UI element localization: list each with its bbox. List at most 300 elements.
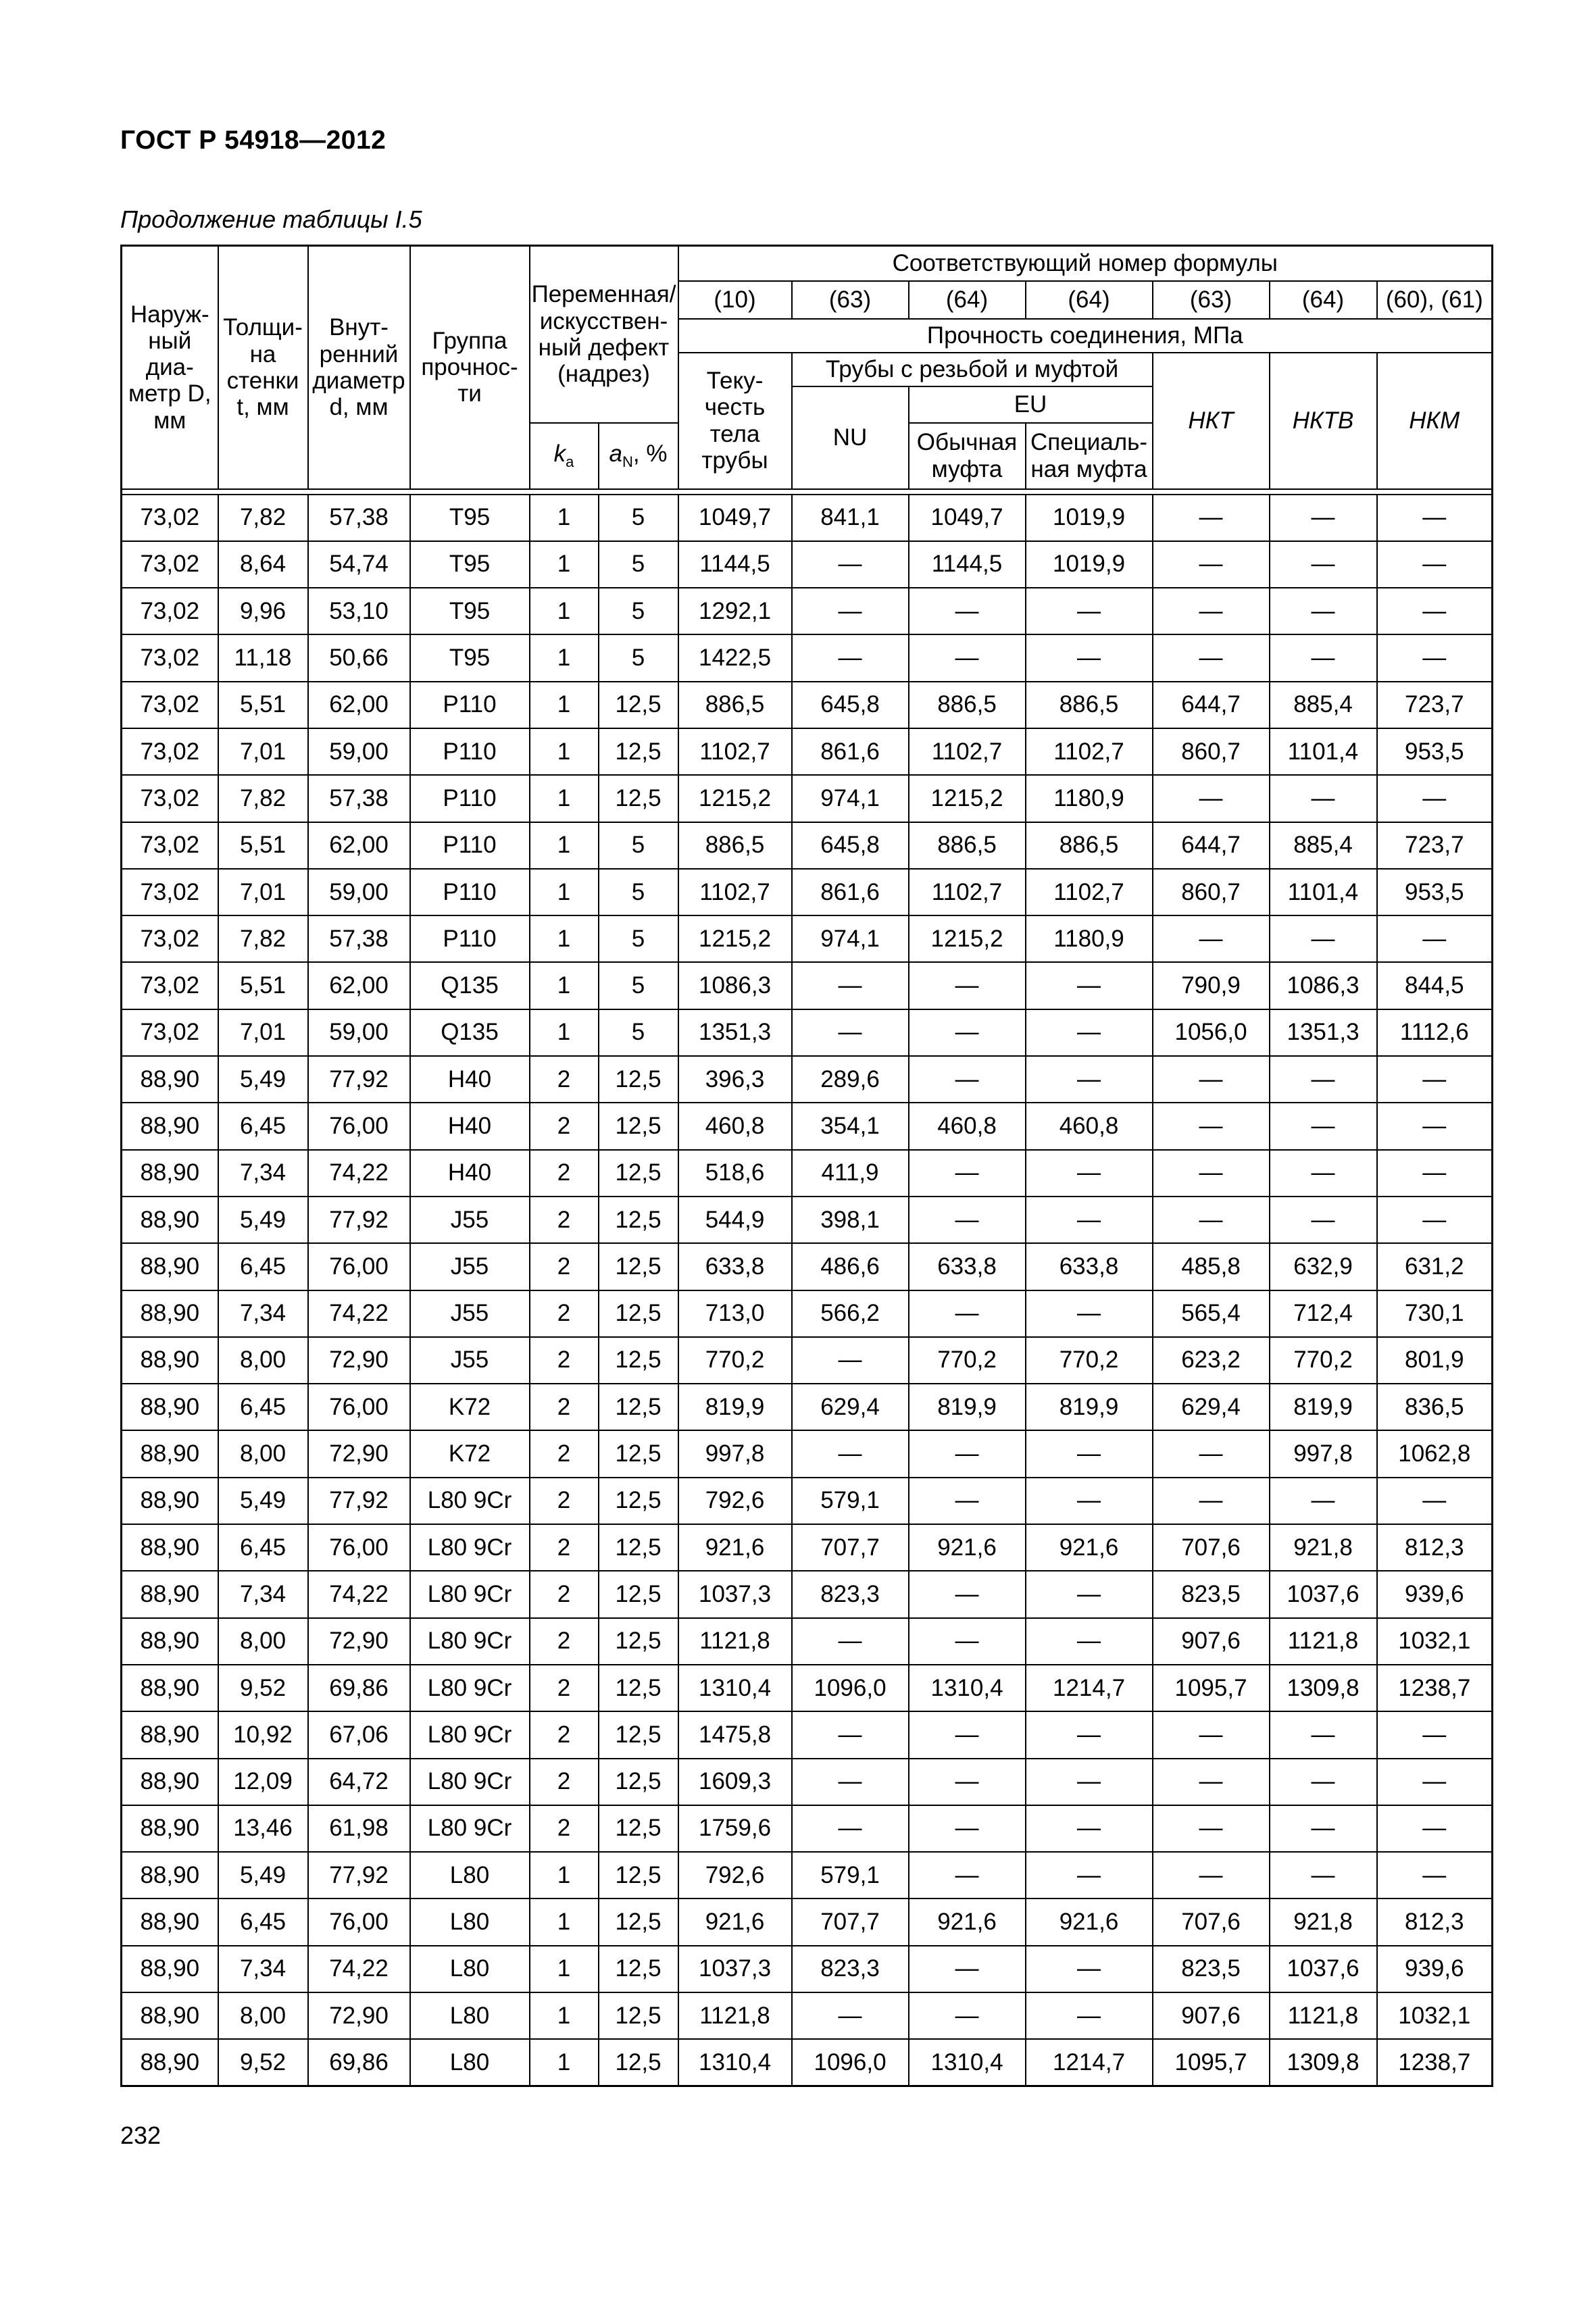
- table-cell: —: [1377, 775, 1493, 822]
- header-formula-64b: (64): [1026, 281, 1153, 319]
- table-cell: P110: [410, 915, 530, 962]
- table-row: [122, 1852, 1493, 1898]
- table-cell: 1112,6: [1377, 1009, 1493, 1056]
- table-cell: 12,5: [599, 1197, 678, 1243]
- table-cell: 1: [530, 2039, 599, 2086]
- table-cell: 1095,7: [1153, 1665, 1270, 1711]
- table-cell: 974,1: [792, 915, 909, 962]
- table-cell: —: [1153, 1056, 1270, 1103]
- table-cell: 1180,9: [1026, 775, 1153, 822]
- table-cell: 823,5: [1153, 1946, 1270, 1992]
- table-cell: L80: [410, 1852, 530, 1898]
- header-special-coupling: Специаль-ная муфта: [1026, 423, 1153, 489]
- table-cell: 88,90: [122, 1759, 218, 1805]
- table-cell: —: [1026, 1805, 1153, 1852]
- table-cell: 1: [530, 822, 599, 869]
- table-cell: 50,66: [308, 634, 410, 681]
- table-caption: Продолжение таблицы I.5: [120, 205, 422, 233]
- table-cell: 8,00: [218, 1337, 308, 1384]
- header-threaded-coupled: Трубы с резьбой и муфтой: [792, 353, 1153, 386]
- table-cell: —: [792, 1009, 909, 1056]
- table-cell: 5: [599, 869, 678, 915]
- table-cell: 77,92: [308, 1197, 410, 1243]
- table-row: [122, 1384, 1493, 1430]
- table-cell: 12,5: [599, 1103, 678, 1149]
- header-wall-thickness: Толщи-на стенки t, мм: [218, 246, 308, 489]
- table-row: [122, 1430, 1493, 1477]
- table-cell: —: [1153, 1103, 1270, 1149]
- table-cell: 74,22: [308, 1290, 410, 1337]
- table-cell: —: [792, 1992, 909, 2039]
- table-cell: 886,5: [1026, 682, 1153, 728]
- table-row: [122, 1150, 1493, 1197]
- table-cell: P110: [410, 822, 530, 869]
- table-cell: 12,5: [599, 682, 678, 728]
- table-cell: 707,6: [1153, 1524, 1270, 1571]
- table-cell: 939,6: [1377, 1946, 1493, 1992]
- table-cell: L80 9Cr: [410, 1711, 530, 1758]
- table-cell: —: [1270, 775, 1377, 822]
- header-formula-64c: (64): [1270, 281, 1377, 319]
- table-cell: —: [1270, 1805, 1377, 1852]
- table-cell: 1086,3: [678, 962, 792, 1009]
- table-cell: 1215,2: [909, 775, 1026, 822]
- table-cell: 921,8: [1270, 1898, 1377, 1945]
- table-cell: —: [909, 1618, 1026, 1665]
- table-cell: —: [1026, 1992, 1153, 2039]
- table-cell: —: [1377, 1711, 1493, 1758]
- table-cell: —: [1026, 1290, 1153, 1337]
- table-cell: 74,22: [308, 1946, 410, 1992]
- table-cell: 7,82: [218, 495, 308, 541]
- table-row: [122, 1898, 1493, 1945]
- header-defect: Переменная/ искусствен-ный дефект (надрез): [530, 246, 678, 423]
- table-cell: —: [1270, 588, 1377, 634]
- table-cell: 1214,7: [1026, 2039, 1153, 2086]
- table-cell: 5: [599, 634, 678, 681]
- table-cell: —: [1153, 1759, 1270, 1805]
- table-cell: 5,51: [218, 962, 308, 1009]
- table-row: [122, 869, 1493, 915]
- header-nkm: НКМ: [1377, 353, 1493, 489]
- table-cell: 644,7: [1153, 682, 1270, 728]
- table-cell: —: [909, 1430, 1026, 1477]
- table-cell: 62,00: [308, 962, 410, 1009]
- table-cell: 53,10: [308, 588, 410, 634]
- table-cell: 645,8: [792, 682, 909, 728]
- table-cell: 953,5: [1377, 728, 1493, 775]
- table-cell: 886,5: [909, 822, 1026, 869]
- table-cell: —: [909, 1805, 1026, 1852]
- table-cell: 1309,8: [1270, 1665, 1377, 1711]
- table-cell: 723,7: [1377, 682, 1493, 728]
- table-cell: —: [1377, 1197, 1493, 1243]
- table-row: [122, 588, 1493, 634]
- table-cell: —: [1026, 1571, 1153, 1617]
- table-cell: 2: [530, 1759, 599, 1805]
- table-cell: 1032,1: [1377, 1618, 1493, 1665]
- table-cell: 770,2: [678, 1337, 792, 1384]
- table-cell: K72: [410, 1384, 530, 1430]
- table-cell: 88,90: [122, 1430, 218, 1477]
- table-cell: 886,5: [678, 822, 792, 869]
- table-cell: 76,00: [308, 1898, 410, 1945]
- table-cell: 713,0: [678, 1290, 792, 1337]
- table-cell: 1609,3: [678, 1759, 792, 1805]
- table-row: [122, 1197, 1493, 1243]
- header-joint-strength: Прочность соединения, МПа: [678, 319, 1493, 353]
- table-cell: 77,92: [308, 1852, 410, 1898]
- header-nktv: НКТВ: [1270, 353, 1377, 489]
- table-row: [122, 822, 1493, 869]
- table-cell: 1: [530, 1992, 599, 2039]
- table-cell: 460,8: [909, 1103, 1026, 1149]
- table-cell: 886,5: [1026, 822, 1153, 869]
- table-cell: 88,90: [122, 1103, 218, 1149]
- table-cell: K72: [410, 1430, 530, 1477]
- table-row: [122, 1759, 1493, 1805]
- table-cell: 354,1: [792, 1103, 909, 1149]
- table-cell: 8,00: [218, 1618, 308, 1665]
- table-cell: 1037,6: [1270, 1571, 1377, 1617]
- table-cell: 12,5: [599, 1946, 678, 1992]
- table-cell: 9,52: [218, 1665, 308, 1711]
- table-cell: —: [1026, 1618, 1153, 1665]
- table-cell: —: [1377, 495, 1493, 541]
- table-cell: 59,00: [308, 1009, 410, 1056]
- table-cell: 921,6: [678, 1524, 792, 1571]
- table-cell: J55: [410, 1243, 530, 1290]
- table-cell: J55: [410, 1290, 530, 1337]
- table-cell: 1144,5: [909, 541, 1026, 588]
- table-cell: 770,2: [909, 1337, 1026, 1384]
- header-nkt: НКТ: [1153, 353, 1270, 489]
- table-cell: —: [1026, 1009, 1153, 1056]
- table-cell: 819,9: [1026, 1384, 1153, 1430]
- table-cell: 12,5: [599, 1384, 678, 1430]
- table-cell: 88,90: [122, 1571, 218, 1617]
- table-row: [122, 1524, 1493, 1571]
- table-cell: 5,49: [218, 1478, 308, 1524]
- table-row: [122, 1056, 1493, 1103]
- table-cell: 8,00: [218, 1992, 308, 2039]
- table-cell: 1121,8: [678, 1992, 792, 2039]
- table-cell: 1238,7: [1377, 1665, 1493, 1711]
- table-cell: 841,1: [792, 495, 909, 541]
- table-cell: 5,51: [218, 682, 308, 728]
- table-row: [122, 1946, 1493, 1992]
- table-cell: 59,00: [308, 869, 410, 915]
- table-cell: 5: [599, 541, 678, 588]
- table-cell: 69,86: [308, 2039, 410, 2086]
- table-cell: 1032,1: [1377, 1992, 1493, 2039]
- table-cell: 723,7: [1377, 822, 1493, 869]
- table-cell: —: [1153, 1805, 1270, 1852]
- table-cell: 5,49: [218, 1056, 308, 1103]
- table-cell: 12,5: [599, 1665, 678, 1711]
- header-formula-number: Соответствующий номер формулы: [678, 246, 1493, 281]
- table-cell: 5: [599, 915, 678, 962]
- table-cell: 1238,7: [1377, 2039, 1493, 2086]
- table-cell: 1759,6: [678, 1805, 792, 1852]
- table-cell: —: [1377, 1805, 1493, 1852]
- table-cell: 1310,4: [909, 2039, 1026, 2086]
- table-cell: 1144,5: [678, 541, 792, 588]
- table-cell: 289,6: [792, 1056, 909, 1103]
- table-cell: —: [909, 1056, 1026, 1103]
- table-cell: T95: [410, 634, 530, 681]
- table-cell: 1214,7: [1026, 1665, 1153, 1711]
- document-title: ГОСТ Р 54918—2012: [120, 126, 386, 155]
- table-cell: 885,4: [1270, 682, 1377, 728]
- header-formula-60-61: (60), (61): [1377, 281, 1493, 319]
- page-number: 232: [120, 2121, 161, 2149]
- table-cell: 2: [530, 1384, 599, 1430]
- table-cell: 921,6: [1026, 1898, 1153, 1945]
- table-row: [122, 1992, 1493, 2039]
- header-eu: EU: [909, 386, 1153, 423]
- table-cell: 67,06: [308, 1711, 410, 1758]
- table-cell: 1215,2: [678, 915, 792, 962]
- table-cell: —: [1270, 1759, 1377, 1805]
- table-cell: 12,5: [599, 1056, 678, 1103]
- table-cell: 76,00: [308, 1524, 410, 1571]
- table-cell: —: [792, 634, 909, 681]
- table-cell: L80: [410, 1898, 530, 1945]
- table-cell: 823,5: [1153, 1571, 1270, 1617]
- table-cell: 12,5: [599, 1852, 678, 1898]
- table-cell: 2: [530, 1711, 599, 1758]
- table-row: [122, 1243, 1493, 1290]
- table-cell: 792,6: [678, 1478, 792, 1524]
- table-row: [122, 682, 1493, 728]
- table-cell: 1: [530, 1946, 599, 1992]
- table-cell: 1215,2: [678, 775, 792, 822]
- table-cell: 2: [530, 1243, 599, 1290]
- table-cell: 861,6: [792, 869, 909, 915]
- table-cell: 1: [530, 588, 599, 634]
- header-formula-10: (10): [678, 281, 792, 319]
- table-cell: 518,6: [678, 1150, 792, 1197]
- table-cell: 88,90: [122, 1946, 218, 1992]
- table-cell: 57,38: [308, 495, 410, 541]
- table-cell: 1102,7: [678, 869, 792, 915]
- table-cell: T95: [410, 588, 530, 634]
- table-cell: 836,5: [1377, 1384, 1493, 1430]
- table-cell: 812,3: [1377, 1524, 1493, 1571]
- table-cell: —: [1026, 588, 1153, 634]
- table-cell: 2: [530, 1056, 599, 1103]
- table-cell: 73,02: [122, 728, 218, 775]
- table-cell: 5: [599, 822, 678, 869]
- table-cell: 64,72: [308, 1759, 410, 1805]
- header-regular-coupling: Обычная муфта: [909, 423, 1026, 489]
- table-cell: 2: [530, 1150, 599, 1197]
- table-cell: 77,92: [308, 1478, 410, 1524]
- table-cell: 997,8: [678, 1430, 792, 1477]
- table-cell: 921,6: [1026, 1524, 1153, 1571]
- table-cell: 823,3: [792, 1571, 909, 1617]
- table-cell: 54,74: [308, 541, 410, 588]
- table-cell: P110: [410, 728, 530, 775]
- table-cell: 2: [530, 1290, 599, 1337]
- table-cell: 73,02: [122, 822, 218, 869]
- table-cell: 12,5: [599, 1478, 678, 1524]
- table-cell: 73,02: [122, 634, 218, 681]
- table-cell: H40: [410, 1056, 530, 1103]
- table-cell: 886,5: [909, 682, 1026, 728]
- table-cell: 88,90: [122, 1150, 218, 1197]
- table-cell: 73,02: [122, 869, 218, 915]
- table-cell: 1: [530, 869, 599, 915]
- table-row: [122, 962, 1493, 1009]
- table-cell: 72,90: [308, 1618, 410, 1665]
- table-cell: 73,02: [122, 915, 218, 962]
- table-cell: 12,5: [599, 1711, 678, 1758]
- table-cell: 73,02: [122, 495, 218, 541]
- table-cell: —: [1153, 1150, 1270, 1197]
- table-cell: L80: [410, 1946, 530, 1992]
- table-cell: —: [1026, 1056, 1153, 1103]
- table-cell: 1292,1: [678, 588, 792, 634]
- table-cell: L80 9Cr: [410, 1571, 530, 1617]
- table-cell: 819,9: [909, 1384, 1026, 1430]
- table-cell: L80 9Cr: [410, 1805, 530, 1852]
- table-cell: —: [909, 634, 1026, 681]
- table-cell: 12,5: [599, 1618, 678, 1665]
- table-cell: 72,90: [308, 1337, 410, 1384]
- table-cell: 1: [530, 1852, 599, 1898]
- table-cell: —: [1026, 1197, 1153, 1243]
- table-row: [122, 1618, 1493, 1665]
- table-cell: —: [1026, 1430, 1153, 1477]
- table-cell: 69,86: [308, 1665, 410, 1711]
- table-cell: 860,7: [1153, 728, 1270, 775]
- table-cell: 57,38: [308, 775, 410, 822]
- table-cell: P110: [410, 682, 530, 728]
- table-cell: 88,90: [122, 1290, 218, 1337]
- table-cell: 88,90: [122, 1478, 218, 1524]
- strength-table: [120, 245, 1493, 2087]
- table-cell: 8,00: [218, 1430, 308, 1477]
- table-cell: 997,8: [1270, 1430, 1377, 1477]
- table-cell: 12,5: [599, 1337, 678, 1384]
- table-cell: —: [1270, 1478, 1377, 1524]
- table-cell: L80 9Cr: [410, 1478, 530, 1524]
- table-cell: 88,90: [122, 1852, 218, 1898]
- table-cell: —: [1377, 588, 1493, 634]
- table-cell: 885,4: [1270, 822, 1377, 869]
- table-cell: 12,5: [599, 1571, 678, 1617]
- table-cell: 88,90: [122, 1056, 218, 1103]
- table-cell: 921,8: [1270, 1524, 1377, 1571]
- table-cell: 12,5: [599, 1243, 678, 1290]
- table-cell: 5,49: [218, 1197, 308, 1243]
- table-cell: 1096,0: [792, 1665, 909, 1711]
- table-body: [122, 495, 1493, 2086]
- table-cell: —: [1153, 541, 1270, 588]
- table-cell: 707,6: [1153, 1898, 1270, 1945]
- table-cell: 1102,7: [1026, 869, 1153, 915]
- table-cell: 6,45: [218, 1384, 308, 1430]
- table-row: [122, 1478, 1493, 1524]
- table-cell: —: [1270, 541, 1377, 588]
- table-cell: 819,9: [678, 1384, 792, 1430]
- table-cell: —: [792, 1711, 909, 1758]
- table-cell: —: [909, 1478, 1026, 1524]
- table-cell: 7,82: [218, 775, 308, 822]
- table-cell: 790,9: [1153, 962, 1270, 1009]
- table-cell: 1056,0: [1153, 1009, 1270, 1056]
- header-an: $a_N$, %: [599, 423, 678, 489]
- table-cell: —: [909, 1009, 1026, 1056]
- table-cell: 76,00: [308, 1384, 410, 1430]
- table-cell: 792,6: [678, 1852, 792, 1898]
- table-cell: 88,90: [122, 1898, 218, 1945]
- table-cell: —: [1377, 1852, 1493, 1898]
- table-cell: —: [1153, 1197, 1270, 1243]
- header-nu: NU: [792, 386, 909, 489]
- header-body-yield: Теку-честь тела трубы: [678, 353, 792, 489]
- table-cell: 974,1: [792, 775, 909, 822]
- table-cell: —: [1153, 1852, 1270, 1898]
- table-cell: 730,1: [1377, 1290, 1493, 1337]
- table-cell: 12,5: [599, 2039, 678, 2086]
- table-cell: H40: [410, 1150, 530, 1197]
- table-cell: —: [1270, 1103, 1377, 1149]
- table-cell: 629,4: [1153, 1384, 1270, 1430]
- table-cell: L80 9Cr: [410, 1665, 530, 1711]
- table-cell: —: [1270, 1197, 1377, 1243]
- table-cell: 1475,8: [678, 1711, 792, 1758]
- table-cell: 5: [599, 962, 678, 1009]
- table-cell: 12,5: [599, 1150, 678, 1197]
- table-cell: 1096,0: [792, 2039, 909, 2086]
- table-cell: —: [1377, 1759, 1493, 1805]
- table-cell: —: [1377, 1056, 1493, 1103]
- table-cell: —: [1153, 495, 1270, 541]
- table-cell: 707,7: [792, 1898, 909, 1945]
- table-cell: —: [909, 588, 1026, 634]
- table-cell: 7,34: [218, 1946, 308, 1992]
- table-cell: 819,9: [1270, 1384, 1377, 1430]
- table-cell: 7,34: [218, 1571, 308, 1617]
- table-cell: 812,3: [1377, 1898, 1493, 1945]
- table-cell: J55: [410, 1197, 530, 1243]
- table-cell: 12,5: [599, 1805, 678, 1852]
- table-cell: 921,6: [909, 1524, 1026, 1571]
- header-inner-diameter: Внут-ренний диаметр d, мм: [308, 246, 410, 489]
- table-cell: 907,6: [1153, 1992, 1270, 2039]
- table-cell: 12,5: [599, 775, 678, 822]
- table-cell: 921,6: [909, 1898, 1026, 1945]
- table-row: [122, 634, 1493, 681]
- table-cell: —: [1377, 1150, 1493, 1197]
- table-cell: 579,1: [792, 1478, 909, 1524]
- table-cell: 1: [530, 1009, 599, 1056]
- table-cell: 73,02: [122, 541, 218, 588]
- table-cell: 12,5: [599, 1759, 678, 1805]
- table-cell: 6,45: [218, 1524, 308, 1571]
- table-cell: 74,22: [308, 1571, 410, 1617]
- table-cell: 1102,7: [909, 728, 1026, 775]
- table-cell: 9,52: [218, 2039, 308, 2086]
- table-cell: 860,7: [1153, 869, 1270, 915]
- table-cell: —: [1377, 634, 1493, 681]
- table-cell: 544,9: [678, 1197, 792, 1243]
- table-cell: 62,00: [308, 682, 410, 728]
- table-cell: 76,00: [308, 1103, 410, 1149]
